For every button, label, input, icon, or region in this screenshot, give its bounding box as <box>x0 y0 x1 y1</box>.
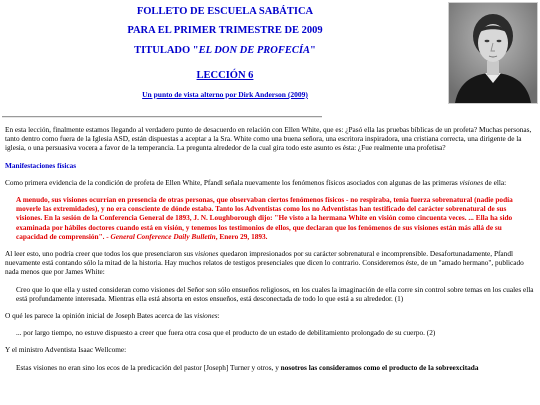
portrait-illustration <box>449 3 537 103</box>
header-divider <box>2 116 322 118</box>
portrait-photo <box>448 2 538 104</box>
wellcome-text-a: Estas visiones no eran sino los ecos de la predicación del pastor [Joseph] Turner y otros, y <box>16 362 281 372</box>
header-titled <box>0 45 450 56</box>
intro-paragraph: En esta lección, finalmente estamos llegando al verdadero punto de desacuerdo en relación con Ellen White, que es: ¿Pasó ella las pruebas bíblicas de un profeta? Muchas personas, tanto dentro como fuera de la Iglesia ASD, están dispuestas a aceptar a la Sra. White como una buena señora, una escritora inspiradora, una cristiana correcta, una dirigente de la iglesia, o una persuasiva vocera a favor de la temperancia. La pregunta alrededor de la cual gira todo este asunto es ésta: ¿Fue realmente una profetisa? <box>5 125 532 153</box>
wellcome-intro: Y el ministro Adventista Isaac Wellcome: <box>5 345 127 355</box>
quote-source: General Conference Daily Bulletin <box>110 231 216 241</box>
quote-date: , Enero 29, 1893. <box>215 231 268 241</box>
header-author-link[interactable]: Un punto de vista alterno por Dirk Anderson (2009) <box>142 90 308 99</box>
lesson-header <box>0 0 450 104</box>
bates-quote: ... por largo tiempo, no estuve dispuesto a creer que fuera otra cosa que el producto de un estado de debilitamiento prolongado de su cuerpo. (2) <box>16 328 436 338</box>
evidence-text-b: de ella: <box>483 177 507 187</box>
header-titled-prefix: TITULADO " <box>134 45 199 56</box>
header-lesson-number: LECCIÓN 6 <box>196 70 254 81</box>
evidence-text-italic: visiones <box>459 177 484 187</box>
response-text-a: Al leer esto, uno podría creer que todos los que presenciaron sus <box>5 249 195 259</box>
response-paragraph <box>5 249 536 277</box>
evidence-text-a: Como primera evidencia de la condición de profeta de Ellen White, Pfandl señala nuevamente los fenómenos físicos asociados con algunas de las primeras <box>5 177 460 187</box>
quote-main-text: A menudo, sus visiones ocurrían en presencia de otras personas, que observaban ciertos fenómenos físicos - no respiraba, tenía fuerza sobrenatural (nadie podía moverle las extremidades), y no era consciente de dónde estaba. Tanto los Adventistas como los no Adventistas han testificado del carácter sobrenatural de sus visiones. En la sesión de la Conferencia General de 1893, J. N. Loughborough dijo: "He visto a la hermana White en visión como cincuenta veces. ... Ella ha sido examinada por hábiles doctores cuando está en visión, y tenemos los testimonios de ellos, que declaran que los fenómenos de sus visiones están más allá de su capacidad de comprensión". - <box>16 195 513 241</box>
wellcome-quote <box>16 363 536 372</box>
header-booklet-title: FOLLETO DE ESCUELA SABÁTICA <box>136 6 314 17</box>
bates-text-a: O qué les parece la opinión inicial de Joseph Bates acerca de las <box>5 311 195 321</box>
bates-text-b: : <box>217 311 220 321</box>
response-text-italic: visiones <box>194 249 219 259</box>
bates-intro <box>5 311 536 320</box>
header-titled-suffix: " <box>309 45 316 56</box>
bates-text-italic: visiones <box>194 311 218 321</box>
witness-quote: Creo que lo que ella y usted consideran como visiones del Señor son sólo ensueños religiosos, en los cuales la imaginación de ella corre sin control sobre temas en los cuales ella está profundamente interesada. Mientras ella está absorta en estos ensueños, está desconectada de todo lo que está a su alrededor. (1) <box>16 284 534 303</box>
highlighted-quote <box>16 195 526 241</box>
section-heading: Manifestaciones físicas <box>5 160 77 170</box>
evidence-paragraph <box>5 178 536 187</box>
article-body <box>5 125 536 380</box>
wellcome-text-bold: nosotros las consideramos como el producto de la sobreexcitada <box>280 362 479 372</box>
header-lesson-topic: EL DON DE PROFECÍA <box>198 45 310 56</box>
header-quarter: PARA EL PRIMER TRIMESTRE DE 2009 <box>127 25 323 36</box>
response-text-b: quedaron impresionados por su carácter sobrenatural e incomprensible. Desafortunadamente, Pfandl nuevamente está contando sólo la mitad de la historia. Hay muchos relatos de testigos presenciales que dicen lo contrario. Consideremos éste, de un "amado hermano", publicado nada menos que por James White: <box>5 249 524 277</box>
